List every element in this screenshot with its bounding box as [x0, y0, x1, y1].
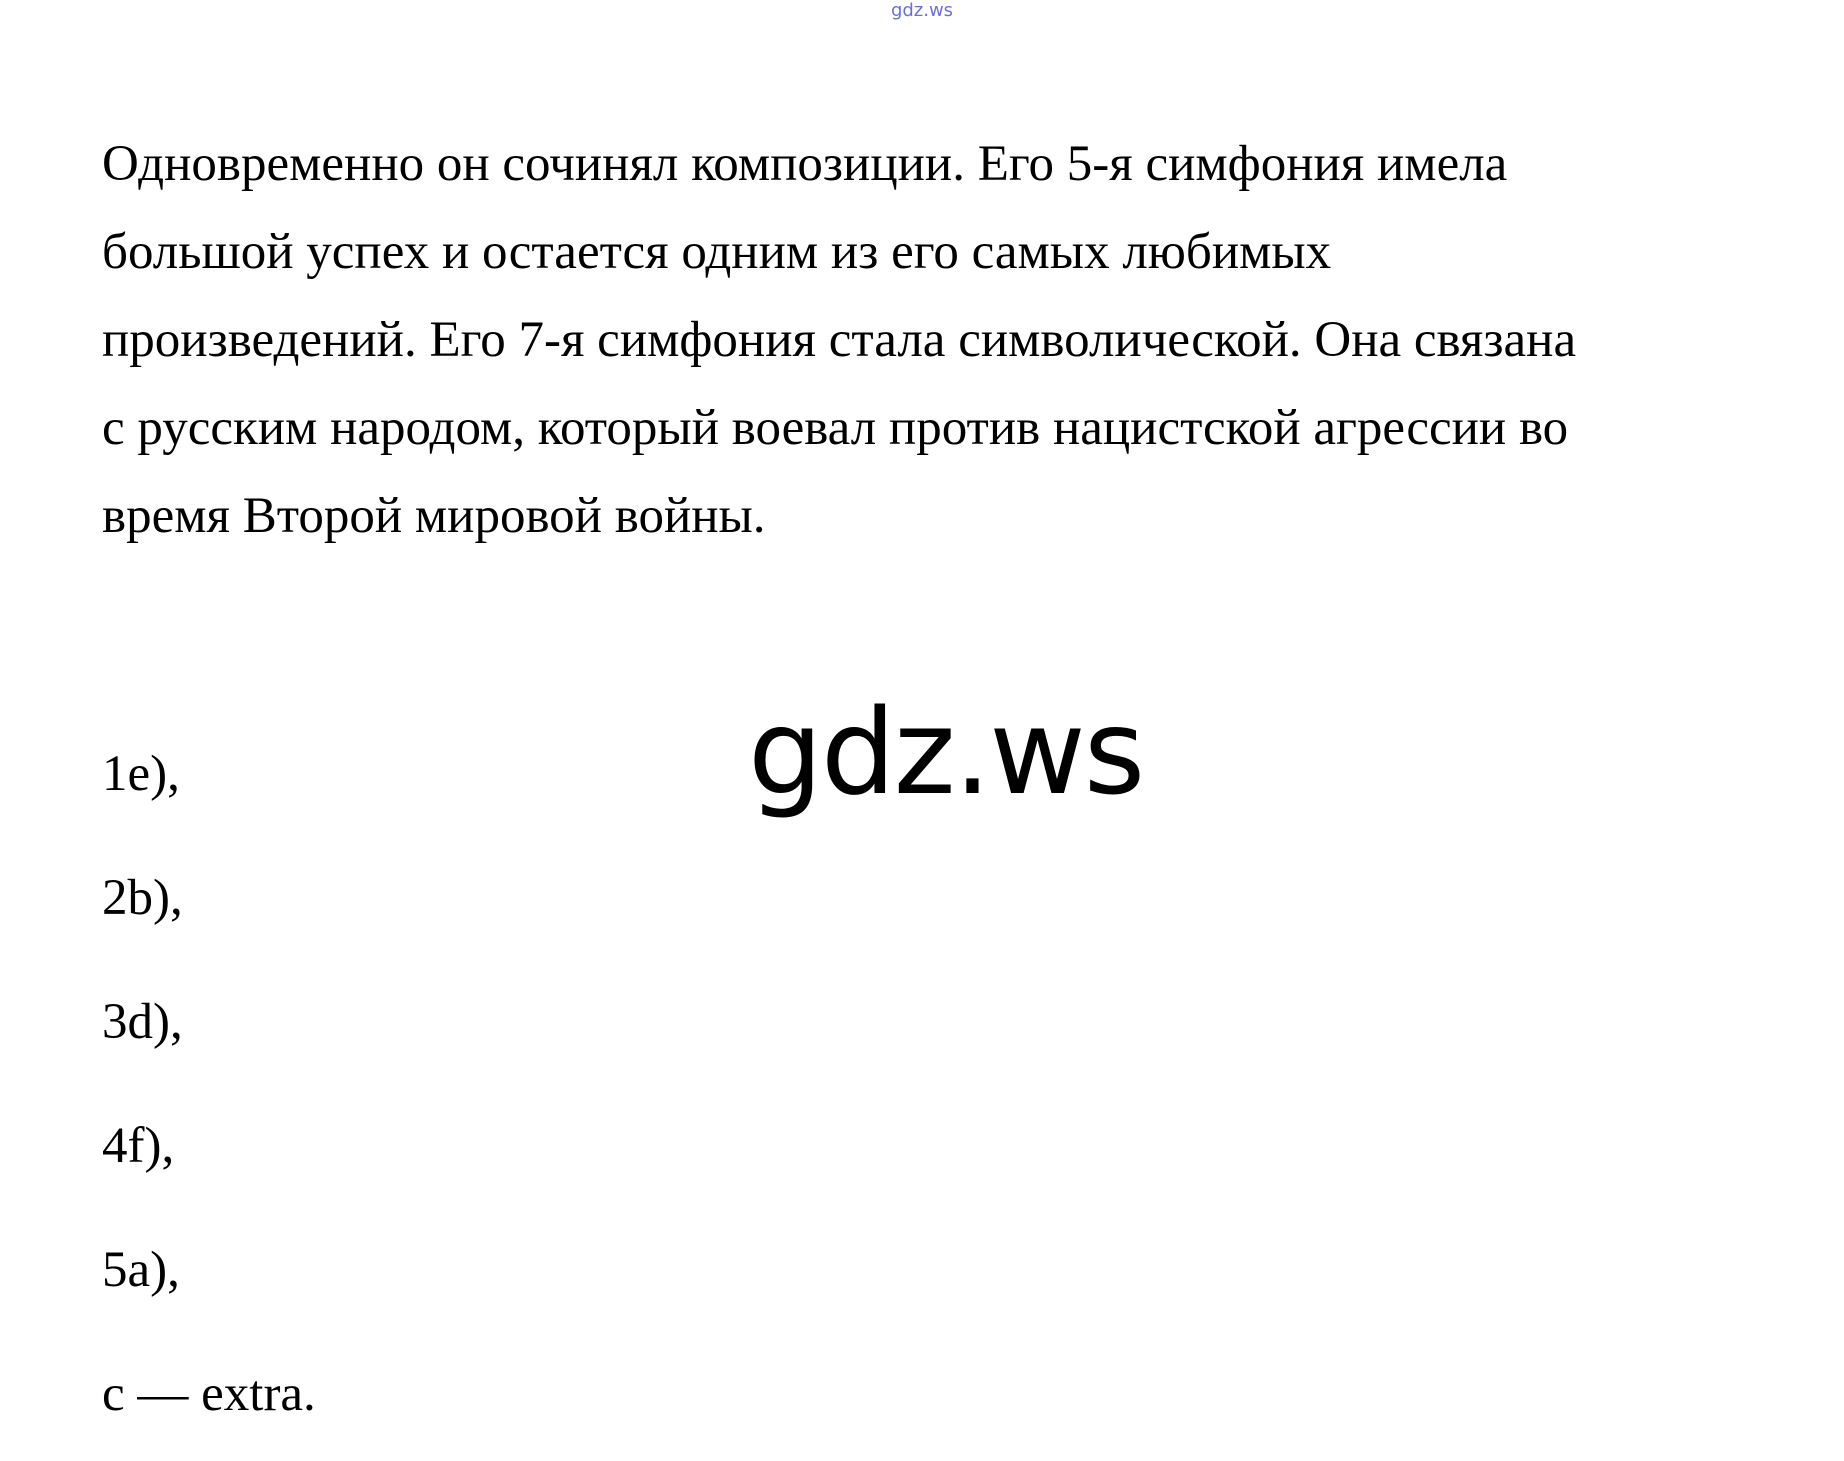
answer-item: c — extra. — [102, 1366, 316, 1422]
answer-item: 3d), — [102, 994, 183, 1050]
paragraph-line: большой успех и остается одним из его самых любимых — [102, 224, 1332, 280]
text-paragraph — [102, 120, 1822, 560]
answer-item: 4f), — [102, 1118, 175, 1174]
answer-item: 5a), — [102, 1242, 180, 1298]
top-watermark-text: gdz.ws — [890, 0, 954, 21]
big-watermark-text: gdz.ws — [748, 683, 1144, 821]
paragraph-line: время Второй мировой войны. — [102, 488, 766, 544]
paragraph-line: Одновременно он сочинял композиции. Его 5-я симфония имела — [102, 136, 1508, 192]
answer-list — [102, 712, 316, 1456]
paragraph-line: с русским народом, который воевал против нацистской агрессии во — [102, 400, 1569, 456]
answer-item: 2b), — [102, 870, 183, 926]
paragraph-line: произведений. Его 7-я симфония стала символической. Она связана — [102, 312, 1577, 368]
answer-item: 1e), — [102, 746, 180, 802]
